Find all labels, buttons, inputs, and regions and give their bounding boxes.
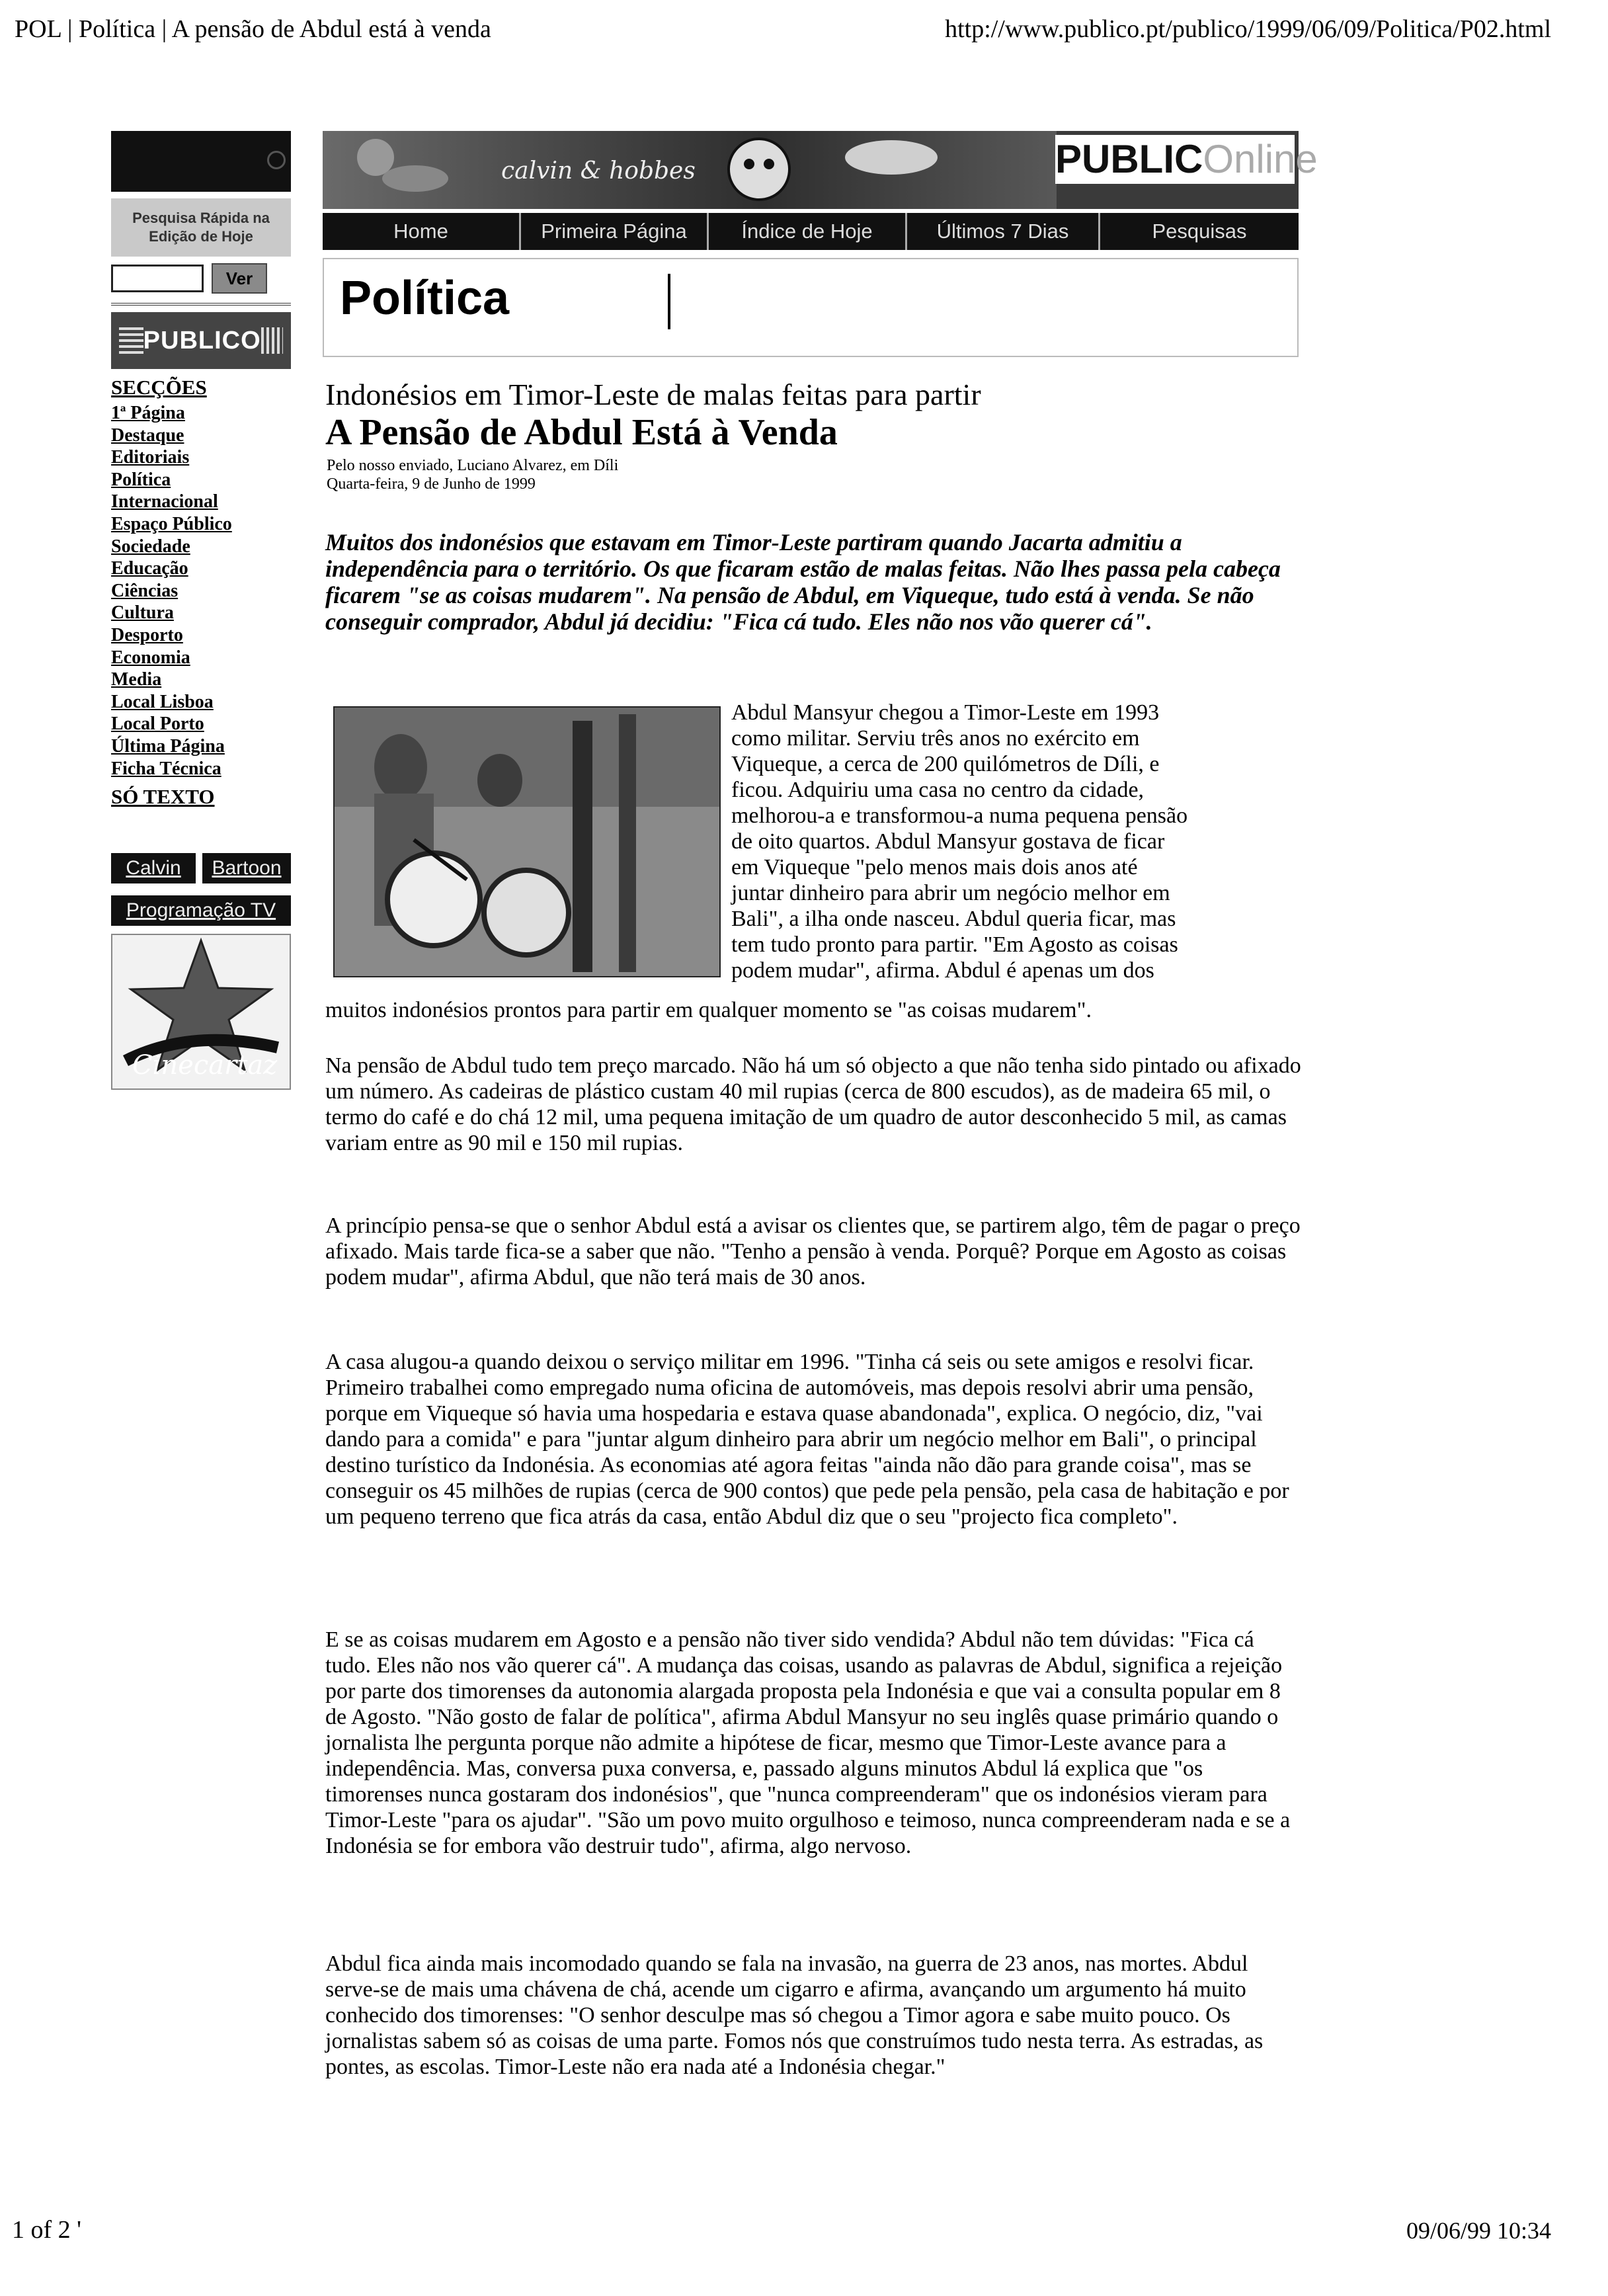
paragraph-1-line: juntar dinheiro para abrir um negócio melhor em [731,881,1170,905]
paragraph-1-line: em Viqueque "pelo menos mais dois anos até [731,855,1138,880]
publico-logo[interactable] [111,312,291,369]
article-paragraph-3: A princípio pensa-se que o senhor Abdul está a avisar os clientes que, se partirem algo, têm de pagar o preço afixado. Mais tarde fica-se a saber que não. "Tenho a pensão à venda. Porquê? Porque em Agosto as coisas podem mudar", afirma Abdul, que não terá mais de 30 anos. [325,1213,1301,1290]
section-link-destaque[interactable]: Destaque [111,425,184,446]
article-paragraph-6: Abdul fica ainda mais incomodado quando se fala na invasão, na guerra de 23 anos, nas mortes. Abdul serve-se de mais uma chávena de chá, acende um cigarro e afirma, avançando um argumento há muito conhecido dos timorenses: "O senhor desculpe mas só chegou a Timor agora e sabe muito pouco. Os jornalistas sabem só as coisas de uma parte. Fomos nós que construímos tudo nesta terra. As estradas, as pontes, as escolas. Timor-Leste não era nada até a Indonésia chegar." [325,1951,1264,2079]
article-paragraph-5: E se as coisas mudarem em Agosto e a pensão não tiver sido vendida? Abdul não tem dúvidas: "Fica cá tudo. Eles não nos vão querer cá". A mudança das coisas, usando as palavras de Abdul, significa a rejeição por parte dos timorenses da autonomia alargada proposta pela Indonésia e que vai a consulta popular em 8 de Agosto. "Não gosto de falar de política", afirma Abdul Mansyur no seu inglês quase primário quando o jornalista lhe pergunta porque não admite a hipótese de ficar, mesmo que Timor-Leste avance para a independência. Mas, conversa puxa conversa, e, passado alguns minutos Abdul lá explica que "os timorenses nunca gostaram dos indonésios", que "nunca compreenderam" que os indonésios vieram para Timor-Leste "para os ajudar". "São um povo muito orgulhoso e teimoso, nunca compreenderam nada e se a Indonésia se for embora vão destruir tudo", afirma, algo nervoso. [325,1627,1291,1858]
article-byline [327,456,618,493]
calvin-button[interactable]: Calvin [111,853,196,883]
section-link-politica[interactable]: Política [111,469,171,490]
section-link-primeira-pagina[interactable]: 1ª Página [111,403,185,423]
article-paragraph-1-tail: muitos indonésios prontos para partir em qualquer momento se "as coisas mudarem". [325,998,1092,1022]
section-link-ficha-tecnica[interactable]: Ficha Técnica [111,758,221,779]
bartoon-button[interactable]: Bartoon [202,853,291,883]
page-count: 1 of 2 ' [12,2216,82,2244]
section-link-cultura[interactable]: Cultura [111,602,174,624]
section-link-ciencias[interactable]: Ciências [111,580,179,601]
section-link-espaco-publico[interactable]: Espaço Público [111,513,232,534]
nav-ultimos-7-dias[interactable]: Últimos 7 Dias [907,213,1100,250]
programacao-tv-button[interactable]: Programação TV [111,895,291,926]
print-page-title: POL | Política | A pensão de Abdul está à venda [15,15,491,43]
paragraph-1-line: melhorou-a e transformou-a numa pequena pensão [731,803,1188,828]
section-link-sociedade[interactable]: Sociedade [111,536,190,557]
site-banner [323,131,1318,209]
sidebar-top-bar [111,131,291,192]
article-paragraph-1 [731,700,1313,983]
paragraph-1-line: como militar. Serviu três anos no exército em [731,726,1140,751]
article-headline: A Pensão de Abdul Está à Venda [325,412,838,453]
quick-search-input[interactable] [111,265,204,292]
grid-icon [261,327,283,354]
article-kicker: Indonésios em Timor-Leste de malas feitas para partir [325,378,981,411]
print-datetime: 09/06/99 10:34 [1406,2217,1551,2244]
sections-list [111,402,291,780]
paragraph-1-line: Abdul Mansyur chegou a Timor-Leste em 1993 [731,700,1160,725]
brand-right: Online [1203,137,1318,181]
article-paragraph-4: A casa alugou-a quando deixou o serviço militar em 1996. "Tinha cá seis ou sete amigos e resolvi ficar. Primeiro trabalhei como empregado numa oficina de automóveis, mas depois resolvi abrir uma pensão, porque em Viqueque só havia uma hospedaria e estava quase abandonada", explica. O negócio, diz, "vai dando para a comida" e para "juntar algum dinheiro para abrir um negócio melhor em Bali", o principal destino turístico da Indonésia. As economias até agora feitas "ainda não dão para grande coisa", mas se conseguir os 45 milhões de rupias (cerca de 900 contos) que pede pela pensão, pela casa de habitação e por um pequeno terreno que fica atrás da casa, então Abdul diz que o seu "projecto fica completo". [325,1350,1289,1529]
section-link-editoriais[interactable]: Editoriais [111,447,190,468]
section-link-internacional[interactable]: Internacional [111,491,218,512]
comic-title: calvin & hobbes [501,157,696,184]
nav-indice-de-hoje[interactable]: Índice de Hoje [709,213,907,250]
section-divider [668,274,670,329]
quick-search-label: Pesquisa Rápida na Edição de Hoje [111,198,291,257]
section-link-economia[interactable]: Economia [111,647,190,668]
cinecartaz-label: Cinecartaz [132,1050,278,1081]
quick-search-row [111,263,291,294]
paragraph-1-line: Viqueque, a cerca de 200 quilómetros de Díli, e [731,752,1160,776]
so-texto-link[interactable]: SÓ TEXTO [111,785,215,809]
article-author: Pelo nosso enviado, Luciano Alvarez, em Díli [327,457,619,474]
ver-button[interactable]: Ver [212,263,267,294]
publico-online-logo[interactable] [1055,135,1318,184]
print-url: http://www.publico.pt/publico/1999/06/09/Politica/P02.html [945,15,1551,43]
cinecartaz-banner[interactable] [111,934,291,1090]
divider [111,303,291,306]
section-title: Política [340,272,510,325]
paragraph-1-line: tem tudo pronto para partir. "Em Agosto as coisas [731,932,1178,957]
section-link-media[interactable]: Media [111,669,162,690]
drummers-photo-icon [335,708,719,976]
section-link-local-lisboa[interactable]: Local Lisboa [111,691,214,712]
article-lead: Muitos dos indonésios que estavam em Timor-Leste partiram quando Jacarta admitiu a independência para o território. Os que ficaram estão de malas feitas. Não lhes passa pela cabeça ficarem "se as coisas mudarem". Na pensão de Abdul, em Viqueque, tudo está à venda. Se não conseguir comprador, Abdul já decidiu: "Fica cá tudo. Eles não nos vão querer cá". [325,529,1281,635]
paragraph-1-line: de oito quartos. Abdul Mansyur gostava de ficar [731,829,1165,854]
section-link-local-porto[interactable]: Local Porto [111,714,204,735]
sections-title: SECÇÕES [111,376,207,399]
knob-icon [267,151,286,169]
lines-icon [119,327,143,354]
publico-logo-text: PUBLICO [143,326,261,354]
paragraph-1-line: podem mudar", afirma. Abdul é apenas um dos [731,958,1154,983]
section-link-desporto[interactable]: Desporto [111,624,183,645]
brand-left: PUBLIC [1055,137,1203,181]
article-date: Quarta-feira, 9 de Junho de 1999 [327,475,536,493]
section-link-ultima-pagina[interactable]: Última Página [111,735,225,757]
calvin-hobbes-artwork[interactable] [323,131,1057,209]
left-sidebar [111,131,291,1081]
nav-primeira-pagina[interactable]: Primeira Página [521,213,709,250]
nav-home[interactable]: Home [323,213,521,250]
nav-pesquisas[interactable]: Pesquisas [1152,220,1247,243]
section-link-educacao[interactable]: Educação [111,558,188,579]
star-icon [112,935,290,1088]
article-photo [333,706,721,977]
top-nav [323,213,1299,250]
article-paragraph-2: Na pensão de Abdul tudo tem preço marcado. Não há um só objecto a que não tenha sido pintado ou afixado um número. As cadeiras de plástico custam 40 mil rupias (cerca de 800 escudos), as de madeira 65 mil, o termo do café e do chá 12 mil, uma pequena imitação de um quadro de autor desconhecido 5 mil, as camas variam entre as 90 mil e 150 mil rupias. [325,1053,1301,1155]
paragraph-1-line: Bali", a ilha onde nasceu. Abdul queria ficar, mas [731,907,1176,931]
paragraph-1-line: ficou. Adquiriu uma casa no centro da cidade, [731,778,1145,802]
